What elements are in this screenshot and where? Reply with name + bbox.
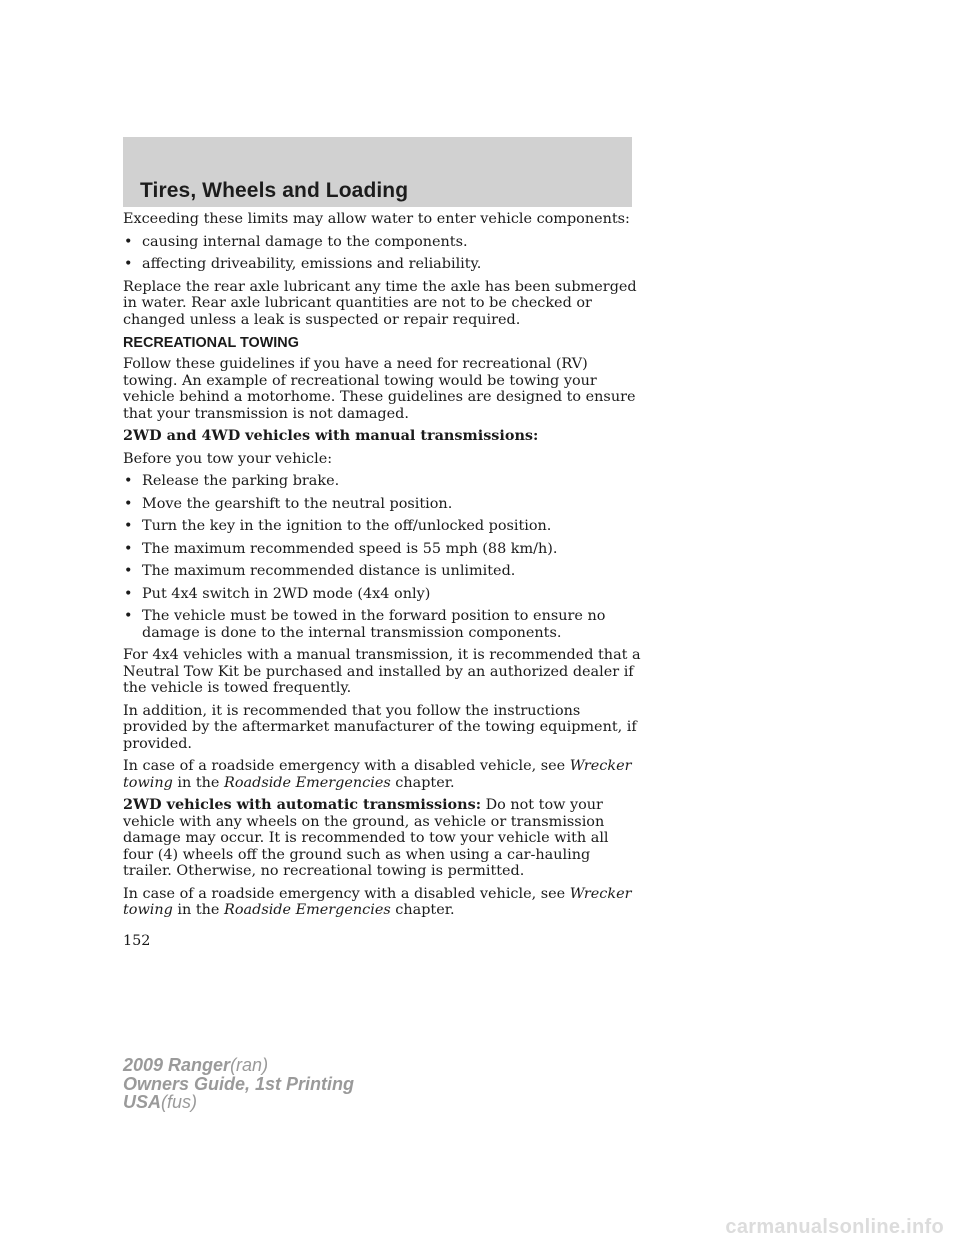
chapter-reference: Roadside Emergencies (224, 902, 391, 918)
site-watermark: carmanualsonline.info (725, 1216, 944, 1238)
roadside-reference: In case of a roadside emergency with a disabled vehicle, see Wrecker towing in the Roadside Emergencies chapter. (123, 758, 632, 791)
axle-lubricant-paragraph: Replace the rear axle lubricant any time the axle has been submerged in water. Rear axle lubricant quantities are not to be checked or changed unless a leak is suspected or repair required. (123, 278, 637, 328)
aftermarket-paragraph: In addition, it is recommended that you follow the instructions provided by the aftermarket manufacturer of the towing equipment, if provided. (123, 702, 637, 752)
wrecker-towing-reference: Wrecker towing (123, 758, 632, 791)
section-title: Tires, Wheels and Loading (140, 179, 409, 202)
towing-guidelines-paragraph: Follow these guidelines if you have a need for recreational (RV) towing. An example of recreational towing would be towing your vehicle behind a motorhome. These guidelines are designed to ensure that your transmission is not damaged. (123, 356, 636, 422)
before-tow-paragraph: Before you tow your vehicle: (123, 450, 333, 467)
towing-steps-list (123, 473, 643, 641)
bullet-icon: • (124, 473, 133, 489)
bullet-icon: • (124, 540, 133, 557)
roadside-reference: In case of a roadside emergency with a disabled vehicle, see Wrecker towing in the Roadside Emergencies chapter. (123, 885, 632, 918)
list-item: • Put 4x4 switch in 2WD mode (4x4 only) (124, 585, 431, 602)
print-footer: 2009 Ranger(ran) Owners Guide, 1st Printing USA(fus) (123, 1055, 355, 1112)
bullet-icon: • (124, 256, 133, 272)
list-item: • The maximum recommended speed is 55 mph (88 km/h). (124, 540, 558, 557)
list-item: • causing internal damage to the components. (124, 233, 468, 250)
bullet-icon: • (124, 495, 133, 512)
chapter-reference: Roadside Emergencies (224, 774, 391, 791)
list-item: • The vehicle must be towed in the forward position to ensure no damage is done to the internal transmission components. (124, 608, 606, 641)
section-header-band (123, 137, 632, 207)
manual-transmission-subheading: 2WD and 4WD vehicles with manual transmissions: (123, 427, 539, 444)
automatic-transmission-paragraph: 2WD vehicles with automatic transmissions: Do not tow your vehicle with any wheels on the ground, as vehicle or transmission damage may occur. It is recommended to tow your vehicle with all four (4) wheels off the ground such as when using a car-hauling trailer. Otherwise, no recreational towing is permitted. (123, 796, 609, 879)
wrecker-towing-reference: Wrecker towing (123, 885, 632, 918)
list-item: • The maximum recommended distance is unlimited. (124, 563, 516, 579)
page-body (123, 211, 643, 925)
list-item: • Release the parking brake. (124, 473, 340, 489)
bullet-icon: • (124, 518, 133, 534)
list-item: • affecting driveability, emissions and reliability. (124, 256, 482, 272)
recreational-towing-heading: RECREATIONAL TOWING (123, 335, 299, 351)
page-number: 152 (123, 933, 151, 949)
bullet-icon: • (124, 563, 133, 579)
list-item: • Move the gearshift to the neutral position. (124, 495, 453, 512)
bullet-icon: • (124, 608, 133, 624)
automatic-transmission-subheading: 2WD vehicles with automatic transmissions: (123, 796, 482, 813)
bullet-icon: • (124, 233, 133, 250)
intro-paragraph: Exceeding these limits may allow water to enter vehicle components: (123, 211, 630, 227)
neutral-tow-kit-paragraph: For 4x4 vehicles with a manual transmission, it is recommended that a Neutral Tow Kit be purchased and installed by an authorized dealer if the vehicle is towed frequently. (123, 647, 641, 696)
list-item: • Turn the key in the ignition to the off/unlocked position. (124, 518, 552, 534)
consequences-list (123, 234, 643, 273)
bullet-icon: • (124, 585, 133, 602)
